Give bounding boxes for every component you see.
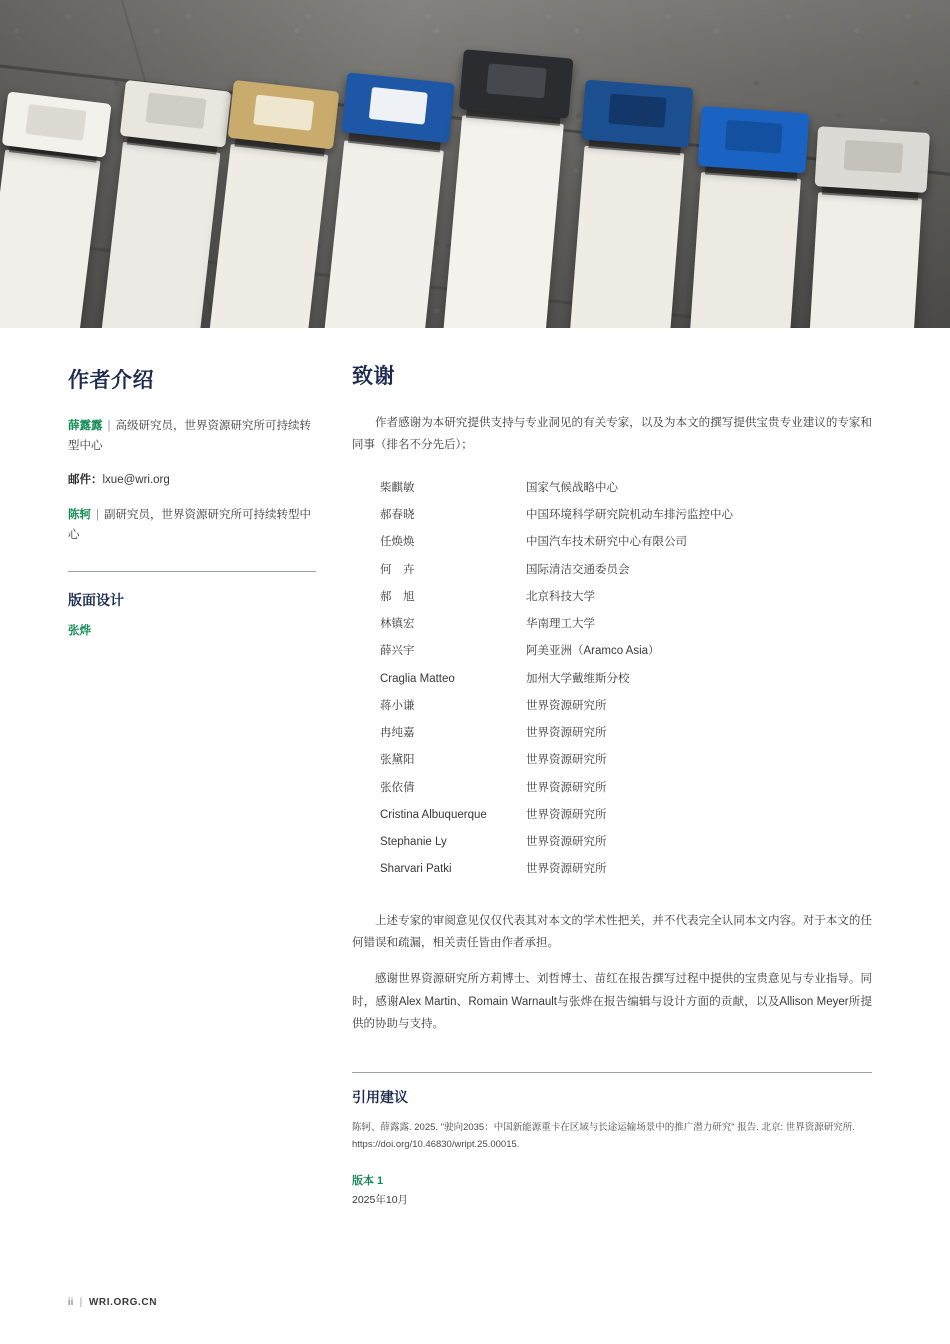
designer-name: 张烨 [68, 625, 91, 638]
cab [341, 72, 455, 143]
author-role: 副研究员，世界资源研究所可持续转型中心 [68, 508, 311, 542]
table-row [380, 693, 733, 720]
table-row [380, 720, 733, 747]
email-label: 邮件： [68, 474, 103, 487]
page-number: ii [68, 1297, 74, 1308]
cab-roof [608, 94, 666, 128]
credit-org: 世界资源研究所 [526, 754, 607, 767]
trailer [808, 192, 922, 328]
citation-text: 陈轲、薛露露. 2025. "驶向2035：中国新能源重卡在区域与长途运输场景中的推广潜力研究" 报告. 北京: 世界资源研究所. https://doi.org/10.46830/wript.25.00015. [352, 1121, 855, 1151]
disclaimer-paragraph: 上述专家的审阅意见仅仅代表其对本文的学术性把关，并不代表完全认同本文内容。对于本文的任何错误和疏漏，相关责任皆由作者承担。 [352, 914, 872, 950]
credit-name: 柴麒敏 [380, 481, 415, 494]
credit-name: 冉纯嘉 [380, 727, 415, 740]
table-row [380, 829, 733, 856]
trailer [209, 144, 328, 328]
cab-roof [486, 63, 546, 98]
author-name: 陈轲 [68, 508, 91, 521]
cab [581, 80, 693, 148]
credit-name: 郝春晓 [380, 509, 415, 522]
trailer [0, 149, 101, 328]
author-role: 高级研究员，世界资源研究所可持续转型中心 [68, 420, 311, 453]
citation-divider [352, 1072, 872, 1073]
credits-table [380, 475, 733, 884]
credit-name: 张黛阳 [380, 754, 415, 767]
cab [815, 126, 930, 193]
credit-name: 薛兴宇 [380, 645, 415, 658]
trailer [102, 142, 221, 328]
table-row [380, 856, 733, 883]
credit-name: Sharvari Patki [380, 863, 452, 876]
acknowledgements-column [352, 360, 872, 1207]
acknowledgements-title: 致谢 [352, 365, 395, 388]
footer-divider: | [79, 1297, 83, 1308]
thanks-paragraph: 感谢世界资源研究所方莉博士、刘哲博士、苗红在报告撰写过程中提供的宝贵意见与专业指导。同时，感谢Alex Martin、Romain Warnault与张烨在报告编辑与设计方面的贡献，以及Allison Meyer所提供的协助与支持。 [352, 973, 872, 1031]
credit-name: 何 卉 [380, 563, 415, 576]
credit-name: 蒋小谦 [380, 699, 415, 712]
credit-name: Stephanie Ly [380, 836, 447, 849]
trailer [324, 140, 444, 328]
cab-roof [145, 93, 206, 129]
credit-name: Cristina Albuquerque [380, 808, 487, 821]
cab-roof [844, 140, 904, 173]
credit-name: 林镇宏 [380, 618, 415, 631]
table-row [380, 802, 733, 829]
table-row [380, 666, 733, 693]
author-entry [68, 416, 316, 456]
cab [459, 49, 574, 118]
cab [120, 80, 232, 148]
credit-org: 华南理工大学 [526, 618, 595, 631]
credit-org: 国家气候战略中心 [526, 481, 618, 494]
table-row [380, 775, 733, 802]
page-footer [68, 1297, 157, 1308]
credit-org: 世界资源研究所 [526, 863, 607, 876]
author-entry [68, 505, 316, 545]
credit-name: 郝 旭 [380, 590, 415, 603]
trailer [443, 115, 564, 328]
credit-name: 张依倩 [380, 781, 415, 794]
credit-org: 国际清洁交通委员会 [526, 563, 630, 576]
cab-roof [25, 104, 86, 141]
author-separator: | [96, 508, 99, 521]
credit-name: 任焕焕 [380, 536, 415, 549]
table-row [380, 502, 733, 529]
hero-photo [0, 0, 950, 328]
acknowledgements-intro: 作者感谢为本研究提供支持与专业洞见的有关专家，以及为本文的撰写提供宝贵专业建议的专家和同事（排名不分先后）； [352, 417, 872, 452]
page-body [0, 328, 950, 1344]
credit-org: 世界资源研究所 [526, 836, 607, 849]
author-name: 薛露露 [68, 420, 103, 432]
credit-org: 世界资源研究所 [526, 808, 607, 821]
credit-name: Craglia Matteo [380, 672, 455, 685]
credit-org: 世界资源研究所 [526, 699, 607, 712]
credit-org: 中国环境科学研究院机动车排污监控中心 [526, 509, 733, 522]
table-row [380, 475, 733, 502]
credit-org: 北京科技大学 [526, 590, 595, 603]
cab-roof [253, 95, 314, 131]
footer-site: WRI.ORG.CN [88, 1297, 158, 1308]
credit-org: 加州大学戴维斯分校 [526, 672, 630, 685]
table-row [380, 638, 733, 665]
authors-column [68, 364, 316, 638]
table-row [380, 529, 733, 556]
credit-org: 阿美亚洲（Aramco Asia） [526, 645, 660, 658]
credit-org: 世界资源研究所 [526, 781, 607, 794]
version-label: 版本 1 [352, 1174, 384, 1187]
author-email [68, 470, 316, 491]
cab [228, 80, 340, 150]
cab [698, 106, 810, 173]
table-row [380, 611, 733, 638]
page-title: 作者介绍 [68, 369, 154, 392]
truck [801, 116, 950, 328]
email-value[interactable]: lxue@wri.org [102, 474, 170, 487]
citation-title: 引用建议 [352, 1088, 408, 1105]
trailer [689, 172, 801, 328]
cab-roof [369, 87, 428, 125]
design-section-title: 版面设计 [68, 592, 124, 609]
divider [68, 571, 316, 572]
table-row [380, 747, 733, 774]
cab-roof [725, 120, 783, 154]
credit-org: 世界资源研究所 [526, 727, 607, 740]
trailer [569, 146, 684, 328]
version-date: 2025年10月 [352, 1193, 409, 1206]
author-separator: | [107, 420, 111, 432]
table-row [380, 557, 733, 584]
table-row [380, 584, 733, 611]
credit-org: 中国汽车技术研究中心有限公司 [526, 536, 687, 549]
